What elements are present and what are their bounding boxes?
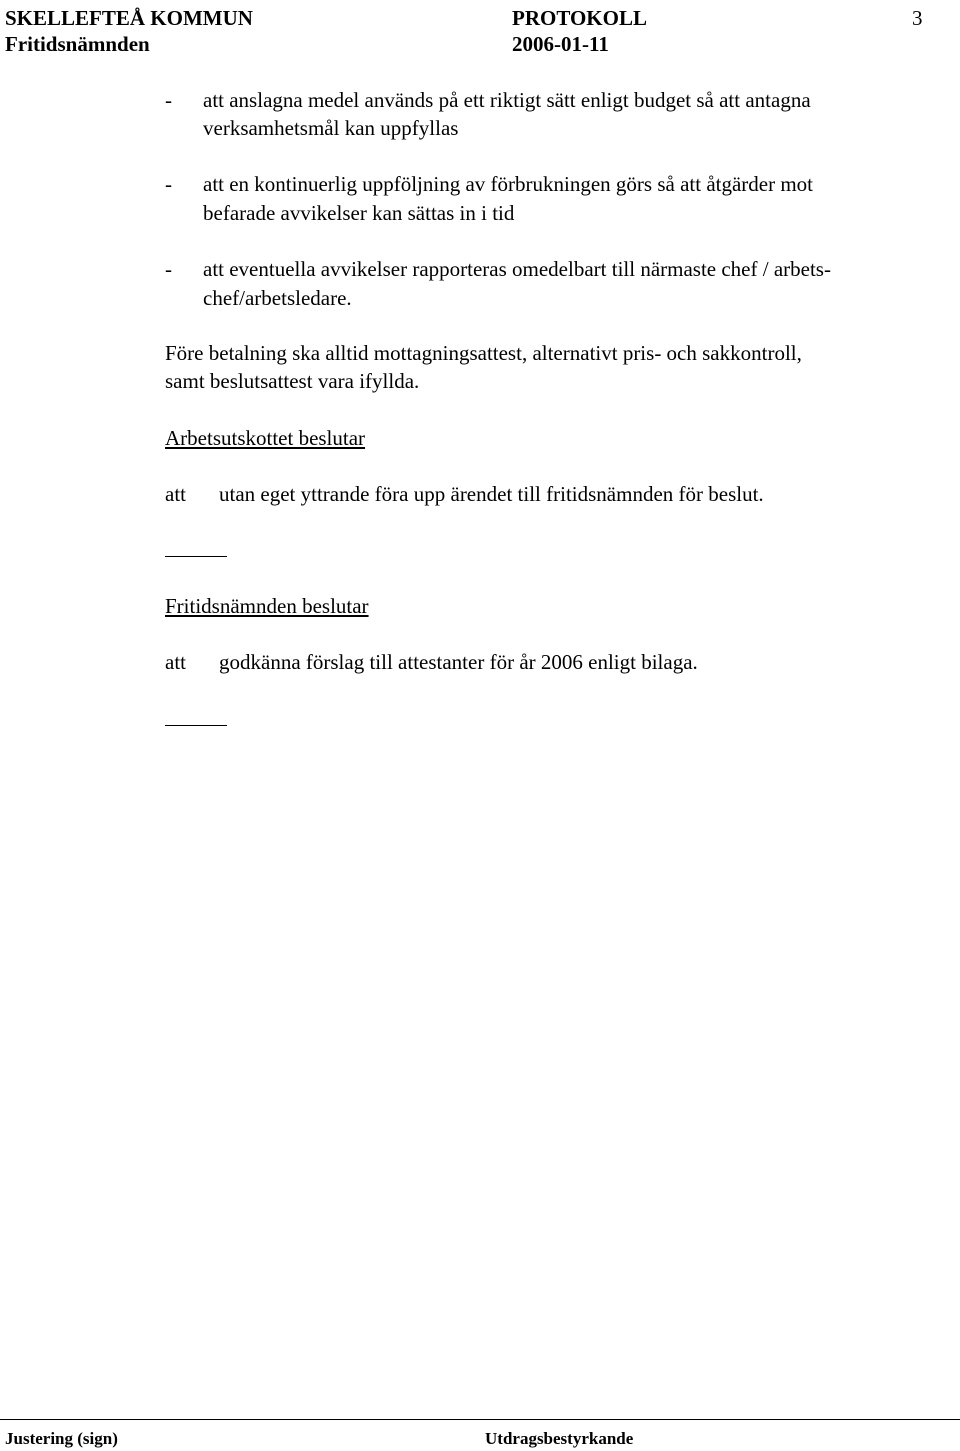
page-number: 3 (912, 6, 923, 30)
document-type: PROTOKOLL (512, 6, 647, 30)
footer-signature-label: Justering (sign) (5, 1429, 118, 1448)
separator-rule (165, 556, 227, 557)
board-name: Fritidsnämnden (5, 32, 150, 56)
organization-name: SKELLEFTEÅ KOMMUN (5, 6, 253, 30)
bullet-line: befarade avvikelser kan sättas in i tid (203, 201, 515, 225)
committee-decision-heading: Arbetsutskottet beslutar (165, 426, 366, 450)
bullet-line: att anslagna medel används på ett riktigt sätt enligt budget så att antagna (203, 88, 811, 112)
paragraph-line: samt beslutsattest vara ifyllda. (165, 369, 420, 393)
separator-rule (165, 725, 227, 726)
bullet-dash: - (165, 88, 172, 112)
paragraph-line: Före betalning ska alltid mottagningsattest, alternativt pris- och sakkontroll, (165, 341, 802, 365)
footer-rule (0, 1419, 960, 1420)
decision-att: att (165, 482, 186, 506)
decision-att: att (165, 650, 186, 674)
bullet-dash: - (165, 257, 172, 281)
footer-certification-label: Utdragsbestyrkande (485, 1429, 634, 1448)
bullet-line: verksamhetsmål kan uppfyllas (203, 116, 459, 140)
decision-text: utan eget yttrande föra upp ärendet till fritidsnämnden för beslut. (219, 482, 764, 506)
board-decision-heading: Fritidsnämnden beslutar (165, 594, 369, 618)
decision-text: godkänna förslag till attestanter för år 2006 enligt bilaga. (219, 650, 698, 674)
bullet-dash: - (165, 172, 172, 196)
bullet-line: chef/arbetsledare. (203, 286, 352, 310)
bullet-line: att en kontinuerlig uppföljning av förbrukningen görs så att åtgärder mot (203, 172, 814, 196)
meeting-date: 2006-01-11 (512, 32, 609, 56)
bullet-line: att eventuella avvikelser rapporteras omedelbart till närmaste chef / arbets- (203, 257, 831, 281)
